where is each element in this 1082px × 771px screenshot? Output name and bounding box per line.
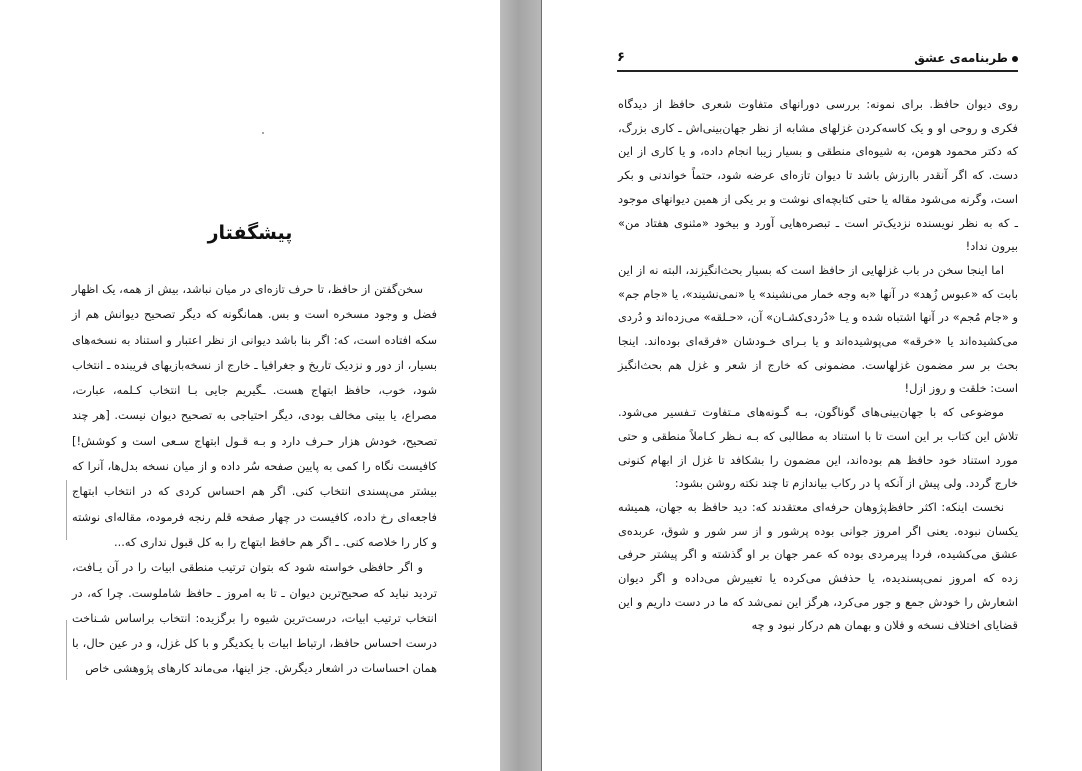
right-page: [541, 0, 1082, 771]
book-gutter: [500, 0, 541, 771]
margin-mark: [66, 620, 67, 680]
left-page: [0, 0, 500, 771]
page-speck: [262, 132, 264, 134]
bullet-icon: [1012, 56, 1018, 62]
paragraph: سخن‌گفتن از حافظ، تا حرف تازه‌ای در میان نباشد، بیش از همه، یک اظهار فضل و وجود مسخره است و بس. همانگونه که دیگر تصحیح دیوانش هم از سکه افتاده است، که: اگر بنا باشد دیوانی از نظر اعتبار و استناد به نسخه‌های بسیار، از دور و نزدیک تاریخ و جغرافیا ـ خارج از نسخه‌بازیهای فریبنده ـ انتخاب شود، خوب، حافظ ابتهاج هست. ـگیریم جایی بـا انتخاب کـلمه، عبارت، مصراع، یا بیتی مخالف بودی، دیگر احتیاجی به تصحیح دیوان نیست. [هر چند تصحیح، خودش هزار حـرف دارد و بـه قـول ابتهاج سـعی است و کوشش!] کافیست نگاه را کمی به پایین صفحه سُر داده و از میان نسخه بدل‌ها، آنرا که بیشتر می‌پسندی انتخاب کنی. اگر هم احساس کردی که در انتخاب ابتهاج فاجعه‌ای رخ داده، کافیست در چهار صفحه قلم رنجه فرموده، مقاله‌ای نوشته و کار را خلاصه کنی. ـ اگر هم حافظ ابتهاج را به کل قبول نداری که...: [72, 282, 437, 549]
left-page-body: [72, 277, 437, 682]
right-page-body: [618, 93, 1018, 638]
paragraph: نخست اینکه: اکثر حافظ‌پژوهان حرفه‌ای معتقدند که: دید حافظ به جهان، همیشه یکسان نبوده. یعنی اگر امروز جوانی بوده پرشور و از سر شور و شوق، عربده‌ی عشق می‌کشیده، فردا پیرمردی بوده که عمر جهان بر او گذشته و اگر پیشتر حرفی زده که امروز نمی‌پسندیده، یا حذفش می‌کرده یا تغییرش می‌داده و اگر دیوان اشعارش را خودش جمع و جور می‌کرد، هرگز این نمی‌شد که ما در دست داریم و این قضایای اختلاف نسخه و فلان و بهمان هم درکار نبود و چه: [618, 499, 1018, 633]
running-head-title: [914, 51, 1018, 65]
paragraph: اما اینجا سخن در باب غزلهایی از حافظ است که بسیار بحث‌انگیزند، البته نه از این بابت که «عبوس زُهد» در آنها «به وجه خمار می‌نشیند» یا «نمی‌نشیند»، یا «جام جم» و «جام مُجم» در آنها اشتباه شده و یـا «دُردی‌کشـان» آن، «حـلقه» می‌زده‌اند و دُردی می‌کشیده‌اند یا «خرقه» می‌پوشیده‌اند و یا بـرای خـودشان «فرقه‌ای بوده‌اند. اینجا بحث بر سر مضمون غزلهاست. مضمونی که خارج از شعر و غزل هم بحث‌انگیز است: خلقت و روز ازل!: [618, 262, 1018, 396]
paragraph: و اگر حافظی خواسته شود که بتوان ترتیب منطقی ابیات را در آن یـافت، تردید نباید که صحیح‌ترین دیوان ـ تا به امروز ـ حافظ شاملوست. چرا که، در انتخاب ترتیب ابیات، درست‌ترین شیوه را برگزیده: انتخاب براساس شـناخت درست احساس حافظ، ارتباط ابیات با یکدیگر و با کل غزل، و در عین حال، با همان احساسات در اشعار دیگرش. جز اینها، می‌ماند کارهای پژوهشی خاص: [72, 560, 437, 676]
chapter-title: پیشگفتار: [207, 222, 293, 244]
paragraph: موضوعی که با جهان‌بینی‌های گوناگون، بـه گـونه‌های مـتفاوت تـفسیر می‌شود. تلاش این کتاب بر این است تا با استناد به مطالبی که بـه نـظر کـاملاً منطقی و حتی مورد استناد خود حافظ هم بوده‌اند، این مضمون را بشکافد تا غزل از ابهام کنونی خارج گردد. ولی پیش از آنکه پا در رکاب بیاندازم تا چند نکته روشن بشود:: [618, 405, 1018, 491]
margin-mark: [66, 480, 67, 540]
paragraph: روی دیوان حافظ. برای نمونه: بررسی دورانهای متفاوت شعری حافظ از دیدگاه فکری و روحی او و یک کاسه‌کردن غزلهای مشابه از نظر جهان‌بینی‌اش ـ کاری بزرگ، که دکتر محمود هومن، به شیوه‌ای منطقی و بسیار زیبا انجام داده، و یا کاری از این دست. که اگر آنقدر باارزش باشد تا دیوان تازه‌ای عرضه شود، حتماً خواندنی و بکر است، وگرنه می‌شود مقاله یا حتی کتابچه‌ای نوشت و بر یکی از همین دیوانهای موجود ـ که به نظر نویسنده نزدیک‌تر است ـ تبصره‌هایی آورد و بیخود «مثنوی هفتاد من» بیرون نداد!: [618, 97, 1018, 254]
running-head-text: طربنامه‌ی عشق: [914, 51, 1008, 65]
page-number: ۶: [617, 50, 625, 65]
running-head: [617, 49, 1018, 72]
